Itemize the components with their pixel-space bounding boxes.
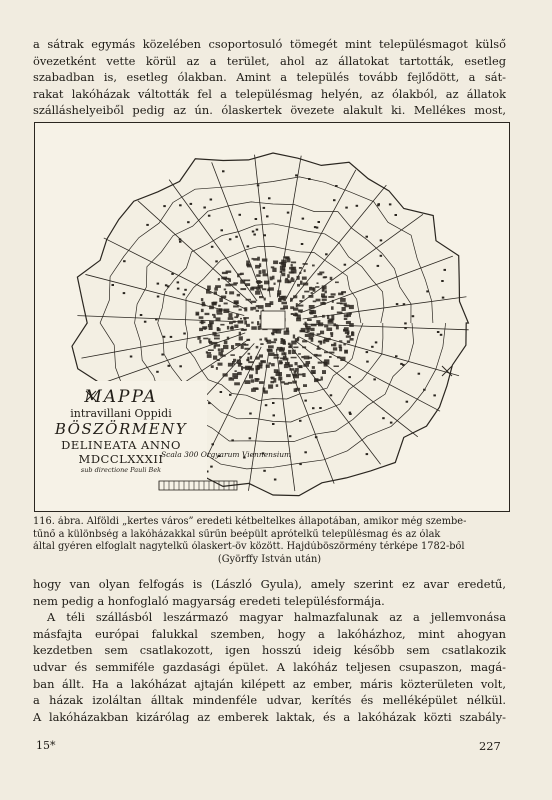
text-line: a sátrak egymás közelében csoportosuló tömegét mint településmagot külső [33, 37, 506, 51]
text-line: nem pedig a honfoglaló magyarság eredeti településformája. [33, 593, 385, 608]
page-number: 227 [479, 739, 501, 753]
text-line: szálláshelyeiből pedig az ún. ólaskertek övezete alakult ki. Mellékes most, [33, 103, 506, 118]
caption-line: által gyéren elfoglalt nagytelkű ólaskert-öv között. Hajdúböszörmény térképe 1782-ből [33, 541, 465, 553]
map-title-3: BÖSZÖRMENY [54, 420, 188, 438]
text-line: rakat lakóházak váltották fel a településmag helyén, az ólakból, az állatok [33, 86, 506, 101]
text-line: hogy van olyan felfogás is (László Gyula), amely szerint ez avar eredetű, [33, 577, 506, 591]
text-line: kezdetben sem csatlakozott, igen hosszú ideig később sem csatlakozik [33, 643, 506, 658]
town-map-figure [34, 122, 510, 512]
bottom-paragraph [33, 576, 506, 725]
text-line: udvar és semmiféle gazdasági épület. A lakóház teljesen csupaszon, magá- [33, 659, 506, 674]
caption-line: 116. ábra. Alföldi „kertes város” eredeti kétbeltelkes állapotában, amikor még szembe- [33, 516, 467, 527]
figure-caption [33, 516, 506, 566]
top-paragraph [33, 36, 506, 119]
map-scale-label: Scala 300 Orgyarum Viennensium [161, 450, 292, 459]
text-line: ban állt. Ha a lakóházat ajtaján kilépett az ember, máris közterületen volt, [33, 676, 506, 691]
text-line: övezetként vette körül az a terület, ahol az állatokat tartották, esetleg [33, 53, 506, 68]
map-author: sub directione Pauli Bek [80, 466, 162, 474]
caption-line: tűnő a különbség a lakóházakkal sűrűn beépült aprótelkű településmag és az ólak [33, 528, 441, 540]
map-title-2: intravillani Oppidi [70, 407, 172, 420]
text-line: a házak izoláltan álltak mindenféle udvar, kerítés és melléképület nélkül. [33, 693, 506, 708]
text-line: szabadban is, esetleg ólakban. Amint a település tovább fejlődött, a sát- [33, 70, 506, 85]
caption-line: (Györffy István után) [217, 553, 322, 565]
signature-mark: 15* [36, 739, 56, 752]
text-line: A lakóházakban kizárólag az emberek laktak, és a lakóházak közti szabály- [33, 709, 506, 724]
map-title-5: MDCCLXXXII [78, 452, 164, 466]
text-line: másfajta európai falukkal szemben, hogy a lakóházhoz, mint ahogyan [33, 626, 506, 641]
map-title-1: MAPPA [84, 387, 158, 407]
text-line: A téli szállásból leszármazó magyar halmazfalunak az a jellemvonása [47, 610, 506, 625]
map-title-4: DELINEATA ANNO [61, 438, 181, 452]
